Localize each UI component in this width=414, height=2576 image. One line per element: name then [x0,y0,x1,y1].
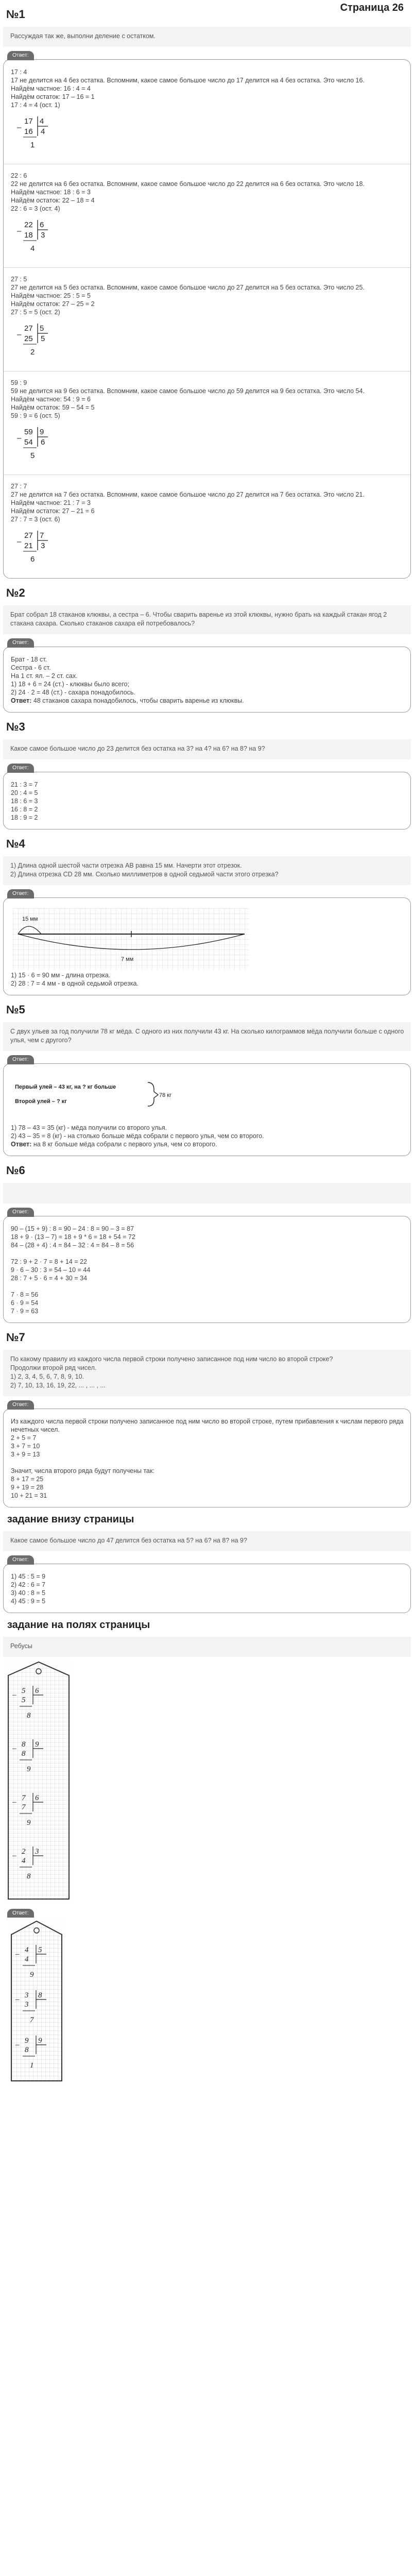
answer-line: 27 не делится на 5 без остатка. Вспомним, какое самое большое число до 27 делится на 5 без остатка. Это число 25. [11,284,365,291]
answer-badge-row [3,1905,414,1917]
answer-badge-row [3,759,414,772]
answer-line: 2) 24 · 2 = 48 (ст.) - сахара понадобилось. [11,689,135,696]
puzzle-digit-side: 6 [35,1794,39,1802]
answer-line [11,1282,404,1291]
puzzle-bookmark-left [5,1660,72,1902]
puzzle-digit-bottom: 9 [30,1970,34,1979]
bookmark-outline [8,1662,69,1899]
section-title: задание на полях страницы [7,1619,150,1631]
long-division [16,320,57,359]
answer-line: Найдём остаток: 59 – 54 = 5 [11,404,95,411]
answer-line: 90 – (15 + 9) : 8 = 90 – 24 : 8 = 90 – 3 = 87 [11,1225,134,1232]
division-dividend: 27 [24,324,33,333]
answer-badge: Ответ: [7,51,34,60]
puzzle-digit-bottom: 9 [27,1765,31,1773]
segment-drawing [13,908,250,970]
page-label: Страница 26 [340,2,404,13]
answer-badge-row [3,1396,414,1409]
answer-line: 2) 28 : 7 = 4 мм - в одной седьмой отрезка. [11,980,139,987]
minus-sign: – [12,1744,16,1753]
answer-badge: Ответ: [7,1400,34,1410]
answer-line: 3) 40 : 8 = 5 [11,1589,46,1597]
task-question [3,27,411,47]
answer-badge: Ответ: [7,1208,34,1217]
task-number: №6 [6,1164,25,1177]
answer-line: Найдём остаток: 27 – 21 = 6 [11,507,95,515]
division-divisor: 4 [40,117,44,126]
task-2 [0,579,414,713]
answer-line: Найдём частное: 16 : 4 = 4 [11,85,91,92]
answer-line: Найдём частное: 18 : 6 = 3 [11,189,91,196]
puzzle-digit-top: 7 [22,1794,26,1802]
question-line: Ребусы [10,1642,32,1650]
answer-line: 18 + 9 · (13 – 7) = 18 + 9 * 6 = 18 + 54 = 72 [11,1233,135,1241]
division-divisor: 5 [40,324,44,333]
answer-final-label: Ответ: [11,1141,32,1148]
answer-badge-row [3,885,414,897]
division-remainder: 4 [30,244,35,253]
short-record-diagram [13,1074,172,1115]
division-remainder: 5 [30,451,35,460]
division-quotient: 5 [41,334,45,343]
division-dividend: 17 [24,117,33,126]
division-quotient: 6 [41,438,45,447]
answer-line: 59 не делится на 9 без остатка. Вспомним, какое самое большое число до 59 делится на 9 без остатка. Это число 54. [11,387,365,395]
task-6 [0,1156,414,1323]
puzzle-digit-top: 3 [25,1991,29,1999]
long-division [16,424,57,462]
puzzle-digit-mid: 7 [22,1803,26,1811]
task-question [3,1350,411,1396]
answer-line: 7 · 9 = 63 [11,1308,39,1315]
diagram-row-2: Второй улей – ? кг [15,1098,67,1105]
answer-line: 27 : 5 = 5 (ост. 2) [11,309,60,316]
task-number: №1 [6,8,25,21]
task-1 [0,0,414,579]
answer-line: 22 : 6 = 3 (ост. 4) [11,205,60,212]
answer-line: Брат - 18 ст. [11,656,47,663]
answer-badge-row [3,1204,414,1216]
total-brace [148,1082,158,1106]
minus-sign: – [12,1852,16,1860]
puzzle-digit-mid: 4 [25,1955,29,1963]
minus-sign: – [12,1691,16,1699]
answer-line: 1) 18 + 6 = 24 (ст.) - клюквы было всего; [11,681,130,688]
task-number: №4 [6,837,25,850]
task-answer [3,1409,411,1507]
puzzle-digit-side: 6 [35,1687,39,1695]
question-line: С двух ульев за год получили 78 кг мёда. С одного из них получили 43 кг. На сколько килограммов мёда получили больше с одного улья, чем с другого? [10,1028,404,1044]
answer-badge: Ответ: [7,1555,34,1565]
division-remainder: 6 [30,555,35,564]
answer-line: 3 + 9 = 13 [11,1451,40,1458]
task-question [3,1183,411,1204]
answer-line: 17 : 4 = 4 (ост. 1) [11,101,60,109]
answer-line: 10 + 21 = 31 [11,1492,47,1499]
answer-final-line [11,1140,404,1148]
answer-line: Значит, числа второго ряда будут получены так: [11,1467,154,1475]
puzzle-digit-top: 9 [25,2036,29,2045]
puzzle-digit-bottom: 8 [27,1872,31,1880]
answer-line: 9 + 19 = 28 [11,1484,44,1491]
answer-line: 27 : 5 [11,276,27,283]
answer-line: 28 : 7 + 5 · 6 = 4 + 30 = 34 [11,1275,88,1282]
bottom-task [0,1507,414,1613]
answer-final-text: 48 стаканов сахара понадобилось, чтобы сварить варенье из клюквы. [31,697,244,704]
division-quotient: 3 [41,231,45,240]
answer-line: 1) 45 : 5 = 9 [11,1573,46,1580]
task-answer [3,647,411,713]
puzzle-digit-bottom: 8 [27,1711,31,1720]
answer-line [11,1249,404,1258]
spacer [11,1116,404,1124]
answer-line: 4) 45 : 9 = 5 [11,1598,46,1605]
answer-line [11,1459,404,1467]
answer-line: Из каждого числа первой строки получено записанное под ним число во второй строке, путем прибавления к числам первого ряда нечетных чисел. [11,1418,404,1433]
answer-badge: Ответ: [7,889,34,899]
task-number: №7 [6,1331,25,1344]
margin-task [0,1613,414,2086]
task-answer [3,772,411,829]
minus-sign: – [15,2040,20,2049]
label-15mm: 15 мм [22,916,38,922]
answer-line: 2) 43 – 35 = 8 (кг) - на столько больше мёда собрали с первого улья, чем со второго. [11,1132,264,1140]
task-answer [3,1063,411,1156]
division-divisor: 9 [40,428,44,436]
minus-sign: – [17,227,22,235]
answer-line: 17 : 4 [11,69,27,76]
question-line: 1) Длина одной шестой части отрезка АВ равна 15 мм. Начерти этот отрезок. [10,862,242,869]
answer-badge: Ответ: [7,764,34,773]
answer-line: Найдём остаток: 17 – 16 = 1 [11,93,95,100]
division-subtrahend: 18 [24,231,33,240]
entry-divider [4,474,410,475]
answer-line: 3 + 7 = 10 [11,1443,40,1450]
answer-line: Найдём остаток: 27 – 25 = 2 [11,300,95,308]
task-number: №2 [6,586,25,599]
answer-line: 22 : 6 [11,172,27,179]
task-question [3,739,411,759]
answer-line: 20 : 4 = 5 [11,789,38,796]
division-dividend: 59 [24,428,33,436]
answer-badge-row [3,1551,414,1564]
diagram-total: 78 кг [159,1092,172,1098]
long-division [16,528,57,566]
puzzle-digit-top: 8 [22,1740,26,1749]
question-line: Какое самое большое число до 47 делится без остатка на 5? на 6? на 8? на 9? [10,1537,247,1544]
answer-final-label: Ответ: [11,697,32,704]
answer-line: 18 : 6 = 3 [11,798,38,805]
division-divisor: 6 [40,221,44,229]
division-remainder: 2 [30,348,35,357]
minus-sign: – [12,1798,16,1806]
answer-badge: Ответ: [7,1909,34,1918]
long-division [16,217,57,255]
answer-badge: Ответ: [7,1055,34,1064]
puzzle-digit-mid: 5 [22,1696,26,1704]
answer-badge-row [3,1051,414,1063]
task-question [3,1637,411,1657]
task-question [3,1022,411,1051]
task-answer [3,1216,411,1323]
division-subtrahend: 54 [24,438,33,447]
answer-line: 27 не делится на 7 без остатка. Вспомним, какое самое большое число до 27 делится на 7 без остатка. Это число 21. [11,491,365,498]
minus-sign: – [17,537,22,546]
task-5 [0,995,414,1156]
answer-badge-row [3,47,414,59]
task-4 [0,829,414,995]
division-subtrahend: 16 [24,127,33,136]
puzzle-digit-side: 8 [38,1991,42,1999]
puzzle-digit-mid: 3 [25,2000,29,2009]
task-answer [3,59,411,579]
task-answer [3,1564,411,1613]
puzzle-digit-bottom: 1 [30,2061,34,2070]
label-7mm: 7 мм [121,956,134,962]
answer-line: 72 : 9 + 2 · 7 = 8 + 14 = 22 [11,1258,88,1265]
puzzle-digit-side: 9 [35,1740,39,1749]
puzzle-digit-side: 9 [38,2036,42,2045]
answer-line: 16 : 8 = 2 [11,806,38,813]
task-number: №3 [6,720,25,733]
division-quotient: 4 [41,127,45,136]
answer-line: 17 не делится на 4 без остатка. Вспомним, какое самое большое число до 17 делится на 4 без остатка. Это число 16. [11,77,365,84]
task-question [3,1531,411,1551]
answer-final-line [11,697,404,705]
answer-line: 59 : 9 = 6 (ост. 5) [11,412,60,419]
diagram-row-1: Первый улей – 43 кг, на ? кг больше [15,1084,116,1090]
division-dividend: 27 [24,531,33,540]
division-remainder: 1 [30,141,35,149]
answer-line: Найдём частное: 54 : 9 = 6 [11,396,91,403]
division-subtrahend: 21 [24,541,33,550]
answer-line: 27 : 7 = 3 (ост. 6) [11,516,60,523]
answer-line: 59 : 9 [11,379,27,386]
answer-line: 8 + 17 = 25 [11,1476,44,1483]
task-7 [0,1323,414,1507]
answer-line: 2 + 5 = 7 [11,1434,37,1442]
puzzle-digit-mid: 8 [25,2045,29,2054]
task-question [3,856,411,885]
puzzle-digit-top: 4 [25,1945,29,1954]
division-divisor: 7 [40,531,44,540]
question-line: Продолжи второй ряд чисел. [10,1364,97,1371]
puzzle-digit-bottom: 7 [30,2015,34,2024]
answer-line: 21 : 3 = 7 [11,781,38,788]
answer-line: 6 · 9 = 54 [11,1299,39,1307]
puzzle-bookmark-right [8,1919,65,2084]
answer-line: 18 : 9 = 2 [11,814,38,821]
puzzle-digit-bottom: 9 [27,1819,31,1827]
task-question [3,605,411,634]
question-line: Брат собрал 18 стаканов клюквы, а сестра – 6. Чтобы сварить варенье из этой клюквы, нужно брать на каждый стакан ягод 2 стакана сахара. Сколько стаканов сахара ей потребовалось? [10,611,387,627]
answer-line: Сестра - 6 ст. [11,664,51,671]
task-answer [3,897,411,995]
question-line: Рассуждая так же, выполни деление с остатком. [10,32,156,40]
division-dividend: 22 [24,221,33,229]
task-3 [0,713,414,829]
division-subtrahend: 25 [24,334,33,343]
puzzle-digit-top: 2 [22,1848,26,1856]
minus-sign: – [15,1950,20,1958]
question-line: 2) Длина отрезка CD 28 мм. Сколько миллиметров в одной седьмой части этого отрезка? [10,871,279,878]
puzzle-digit-mid: 8 [22,1750,26,1758]
answer-line: Найдём частное: 21 : 7 = 3 [11,499,91,506]
task-number: №5 [6,1003,25,1016]
question-line: 2) 7, 10, 13, 16, 19, 22, ... , ... , ... [10,1382,106,1389]
puzzle-digit-side: 3 [35,1848,39,1856]
minus-sign: – [17,123,22,132]
answer-line: 84 – (28 + 4) : 4 = 84 – 32 : 4 = 84 – 8 = 56 [11,1242,134,1249]
question-line: По какому правилу из каждого числа первой строки получено записанное под ним число во второй строке? [10,1355,333,1363]
puzzle-digit-side: 5 [38,1945,42,1954]
puzzle-digit-top: 5 [22,1687,26,1695]
minus-sign: – [17,434,22,443]
answer-line: 2) 42 : 6 = 7 [11,1581,46,1588]
answer-line: 9 · 6 – 30 : 3 = 54 – 10 = 44 [11,1266,91,1274]
minus-sign: – [15,1995,20,2004]
long-division [16,113,57,151]
puzzle-digit-mid: 4 [22,1857,26,1865]
answer-line: 1) 15 · 6 = 90 мм - длина отрезка. [11,972,111,979]
answer-line: Найдём остаток: 22 – 18 = 4 [11,197,95,204]
answer-badge-row [3,634,414,647]
minus-sign: – [17,330,22,339]
division-quotient: 3 [41,541,45,550]
answer-line: Найдём частное: 25 : 5 = 5 [11,292,91,299]
section-title: задание внизу страницы [7,1514,134,1525]
answer-line: На 1 ст. ял. – 2 ст. сах. [11,672,78,680]
question-line: 1) 2, 3, 4, 5, 6, 7, 8, 9, 10. [10,1373,84,1380]
answer-badge: Ответ: [7,638,34,648]
entry-divider [4,267,410,268]
answer-final-text: на 8 кг больше мёда собрали с первого улья, чем со второго. [31,1141,217,1148]
answer-line: 22 не делится на 6 без остатка. Вспомним, какое самое большое число до 22 делится на 6 без остатка. Это число 18. [11,180,365,188]
answer-line: 1) 78 – 43 = 35 (кг) - мёда получили со второго улья. [11,1124,167,1131]
question-line: Какое самое большое число до 23 делится без остатка на 3? на 4? на 6? на 8? на 9? [10,745,265,752]
answer-line: 27 : 7 [11,483,27,490]
answer-line: 7 · 8 = 56 [11,1291,39,1298]
